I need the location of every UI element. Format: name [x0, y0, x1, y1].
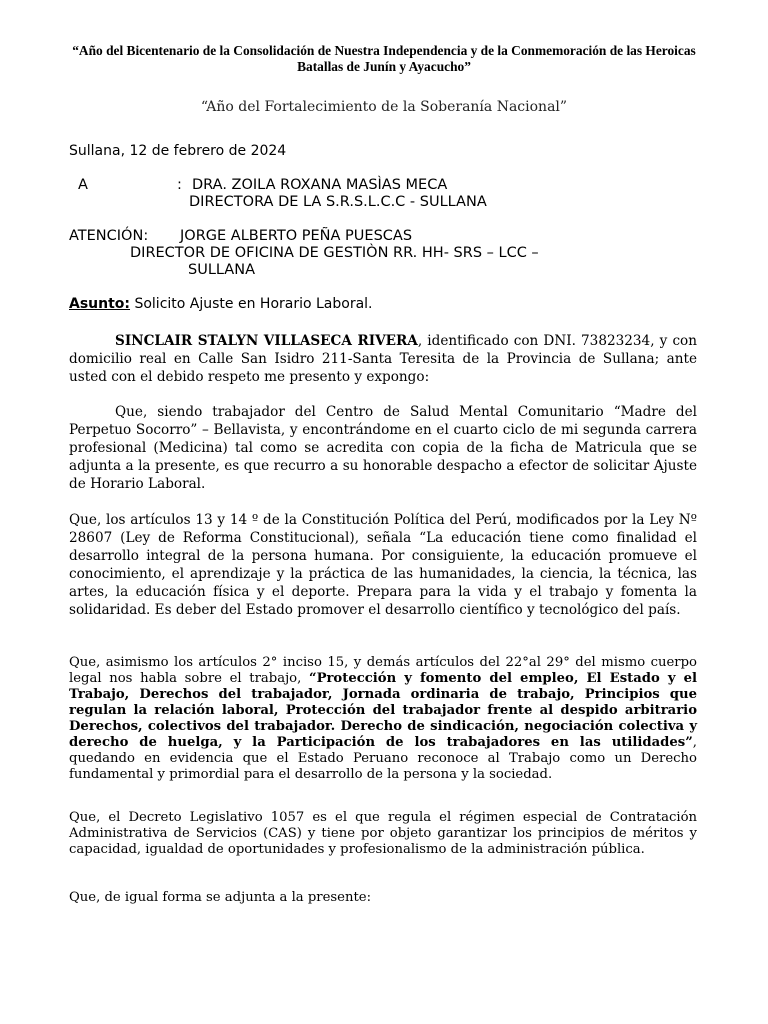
- paragraph-labor-rights: [69, 655, 697, 783]
- year-header-soberania: “Año del Fortalecimiento de la Soberanía Nacional”: [200, 99, 568, 115]
- recipient-title: DIRECTORA DE LA S.R.S.L.C.C - SULLANA: [189, 194, 487, 210]
- subject-text: Solicito Ajuste en Horario Laboral.: [130, 296, 373, 312]
- labor-rights-conclusion: , quedando en evidencia que el Estado Peruano reconoce al Trabajo como un Derecho fundamental y primordial para el desarrollo de la persona y la sociedad.: [69, 735, 697, 782]
- paragraph-attachments: Que, de igual forma se adjunta a la presente:: [69, 890, 372, 905]
- paragraph-decree: Que, el Decreto Legislativo 1057 es el que regula el régimen especial de Contratación Administrativa de Servicios (CAS) y tiene por objeto garantizar los principios de méritos y capacidad, igualdad de oportunidades y profesionalismo de la administración pública.: [69, 810, 697, 857]
- recipient-name: DRA. ZOILA ROXANA MASÌAS MECA: [192, 177, 448, 193]
- intro-paragraph: [69, 332, 697, 386]
- attention-label: ATENCIÓN:: [69, 228, 149, 244]
- recipient-label: A: [78, 177, 88, 193]
- recipient-colon: :: [177, 177, 182, 193]
- labor-rights-intro: Que, asimismo los artículos 2° inciso 15, y demás artículos del 22°al 29° del mismo cuerpo legal nos habla sobre el trabajo,: [69, 655, 697, 686]
- subject-label: Asunto:: [69, 296, 131, 312]
- attention-title-line2: SULLANA: [188, 262, 255, 278]
- year-header-bicentenario: “Año del Bicentenario de la Consolidación de Nuestra Independencia y de la Conmemoración de las Heroicas Batallas de Junín y Ayacucho”: [72, 43, 696, 74]
- letter-date: Sullana, 12 de febrero de 2024: [69, 143, 287, 159]
- paragraph-situation: Que, siendo trabajador del Centro de Salud Mental Comunitario “Madre del Perpetuo Socorro” – Bellavista, y encontrándome en el cuarto ciclo de mi segunda carrera profesional (Medicina) tal como se acredita con copia de la ficha de Matricula que se adjunta a la presente, es que recurro a su honorable despacho a efector de solicitar Ajuste de Horario Laboral.: [69, 404, 697, 492]
- attention-title-line1: DIRECTOR DE OFICINA DE GESTIÒN RR. HH- SRS – LCC –: [130, 245, 539, 261]
- attention-name: JORGE ALBERTO PEÑA PUESCAS: [180, 228, 413, 244]
- intro-text: , identificado con DNI. 73823234, y con domicilio real en Calle San Isidro 211-Santa Teresita de la Provincia de Sullana; ante usted con el debido respeto me presento y expongo:: [69, 333, 697, 385]
- labor-rights-quote: “Protección y fomento del empleo, El Estado y el Trabajo, Derechos del trabajador, Jornada ordinaria de trabajo, Principios que regulan la relación laboral, Protección del trabajador frente al despido arbitrario Derechos, colectivos del trabajador. Derecho de sindicación, negociación colectiva y derecho de huelga, y la Participación de los trabajadores en las utilidades”: [69, 671, 697, 750]
- paragraph-constitution: Que, los artículos 13 y 14 º de la Constitución Política del Perú, modificados por la Ley Nº 28607 (Ley de Reforma Constitucional), señala “La educación tiene como finalidad el desarrollo integral de la persona humana. Por consiguiente, la educación promueve el conocimiento, el aprendizaje y la práctica de las humanidades, la ciencia, la técnica, las artes, la educación física y el deporte. Prepara para la vida y el trabajo y fomenta la solidaridad. Es deber del Estado promover el desarrollo científico y tecnológico del país.: [69, 512, 697, 618]
- subject-line: [69, 296, 697, 313]
- applicant-name: SINCLAIR STALYN VILLASECA RIVERA: [115, 333, 418, 349]
